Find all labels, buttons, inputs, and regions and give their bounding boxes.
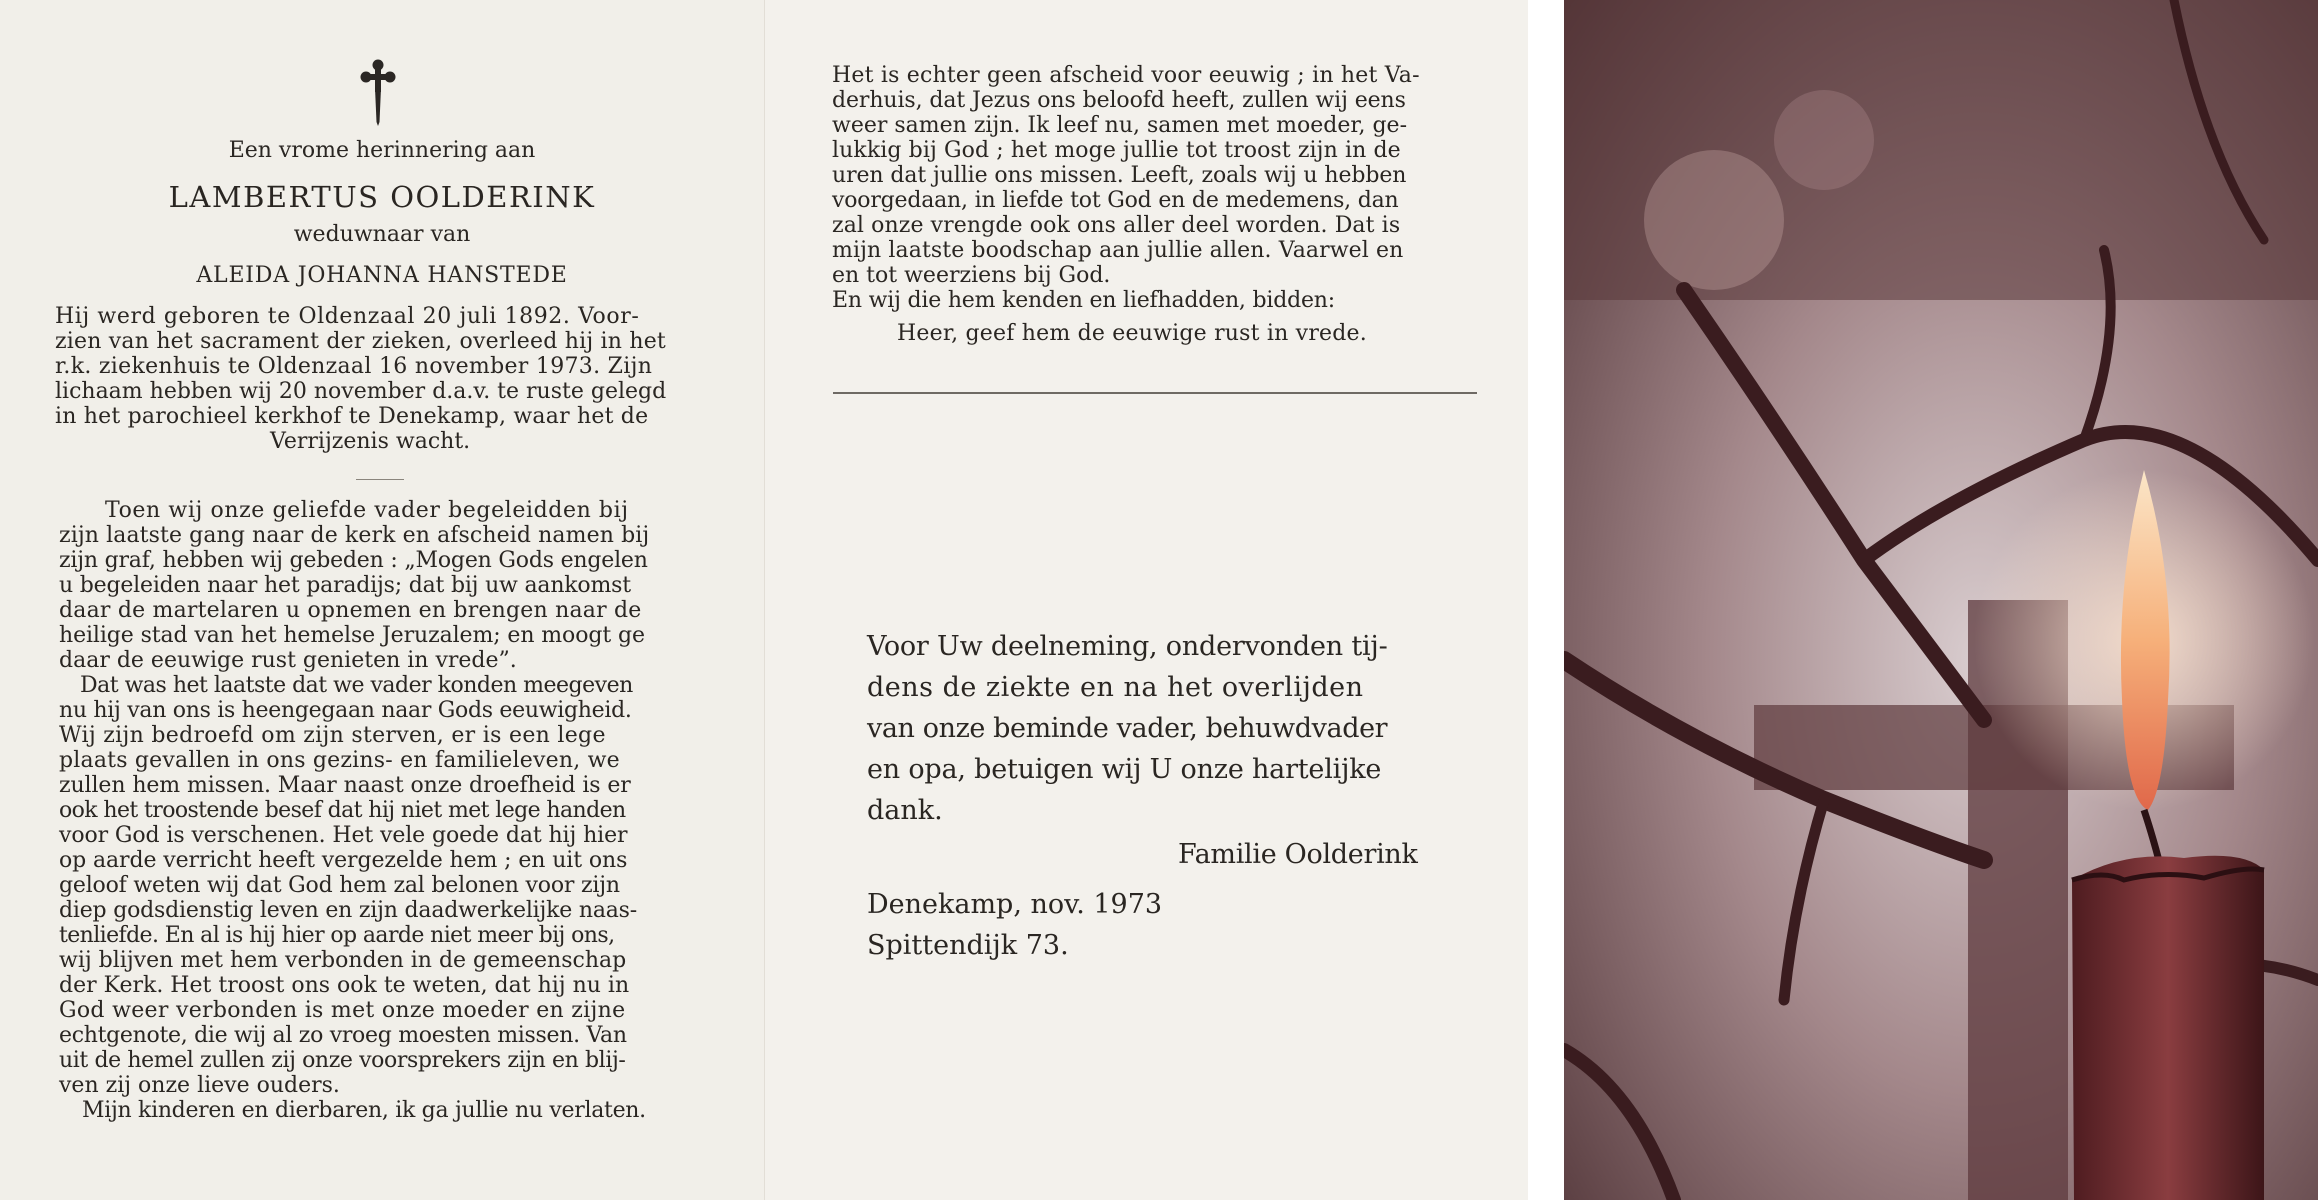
text-line: lukkig bij God ; het moge jullie tot troost zijn in de bbox=[832, 138, 1401, 163]
thanks-line: van onze beminde vader, behuwdvader bbox=[867, 713, 1388, 744]
spouse-name: ALEIDA JOHANNA HANSTEDE bbox=[196, 263, 568, 288]
divider bbox=[833, 392, 1477, 394]
bio-line: lichaam hebben wij 20 november d.a.v. te ruste gelegd bbox=[55, 379, 667, 404]
page-gap bbox=[1528, 0, 1564, 1200]
text-line: mijn laatste boodschap aan jullie allen. Vaarwel en bbox=[832, 238, 1404, 263]
text-line: Het is echter geen afscheid voor eeuwig ; in het Va- bbox=[832, 63, 1420, 88]
candle-photo-art bbox=[1564, 0, 2318, 1200]
text-line: ven zij onze lieve ouders. bbox=[59, 1073, 340, 1098]
text-line: uit de hemel zullen zij onze voorsprekers zijn en blij- bbox=[59, 1048, 626, 1073]
text-line: Mijn kinderen en dierbaren, ik ga jullie nu verlaten. bbox=[82, 1098, 646, 1123]
relation-text: weduwnaar van bbox=[293, 222, 471, 247]
bio-line: r.k. ziekenhuis te Oldenzaal 16 november 1973. Zijn bbox=[55, 354, 653, 379]
text-line: ook het troostende besef dat hij niet met lege handen bbox=[59, 798, 626, 823]
text-line: uren dat jullie ons missen. Leeft, zoals wij u hebben bbox=[832, 163, 1407, 188]
text-line: voor God is verschenen. Het vele goede dat hij hier bbox=[59, 823, 628, 848]
text-line: plaats gevallen in ons gezins- en familieleven, we bbox=[59, 748, 620, 773]
text-line: Wij zijn bedroefd om zijn sterven, er is een lege bbox=[59, 723, 606, 748]
text-line: geloof weten wij dat God hem zal belonen voor zijn bbox=[59, 873, 620, 898]
candle-photo bbox=[1564, 0, 2318, 1200]
text-line: zijn laatste gang naar de kerk en afscheid namen bij bbox=[59, 523, 650, 548]
text-line: daar de martelaren u opnemen en brengen naar de bbox=[59, 598, 642, 623]
text-line: op aarde verricht heeft vergezelde hem ; en uit ons bbox=[59, 848, 628, 873]
text-line: diep godsdienstig leven en zijn daadwerkelijke naas- bbox=[59, 898, 638, 923]
middle-panel bbox=[764, 0, 1528, 1200]
text-line: weer samen zijn. Ik leef nu, samen met moeder, ge- bbox=[832, 113, 1407, 138]
text-line: echtgenote, die wij al zo vroeg moesten missen. Van bbox=[59, 1023, 627, 1048]
deceased-name: LAMBERTUS OOLDERINK bbox=[168, 180, 596, 214]
text-line: zal onze vrengde ook ons aller deel worden. Dat is bbox=[832, 213, 1401, 238]
address: Spittendijk 73. bbox=[867, 930, 1069, 961]
text-line: Toen wij onze geliefde vader begeleidden bij bbox=[105, 498, 629, 523]
intro-text: Een vrome herinnering aan bbox=[228, 138, 536, 163]
bio-line: Hij werd geboren te Oldenzaal 20 juli 1892. Voor- bbox=[55, 304, 640, 329]
thanks-line: dank. bbox=[867, 795, 943, 826]
thanks-line: dens de ziekte en na het overlijden bbox=[867, 672, 1364, 703]
cross-icon bbox=[358, 58, 398, 128]
prayer-line: Heer, geef hem de eeuwige rust in vrede. bbox=[897, 321, 1367, 346]
text-line: wij blijven met hem verbonden in de gemeenschap bbox=[59, 948, 627, 973]
signature: Familie Oolderink bbox=[1178, 839, 1418, 870]
bio-line: in het parochieel kerkhof te Denekamp, waar het de bbox=[55, 404, 649, 429]
text-line: en tot weerziens bij God. bbox=[832, 263, 1111, 288]
text-line: daar de eeuwige rust genieten in vrede”. bbox=[59, 648, 517, 673]
text-line: nu hij van ons is heengegaan naar Gods eeuwigheid. bbox=[59, 698, 632, 723]
left-panel bbox=[0, 0, 764, 1200]
thanks-line: Voor Uw deelneming, ondervonden tij- bbox=[867, 631, 1388, 662]
text-line: God weer verbonden is met onze moeder en zijne bbox=[59, 998, 626, 1023]
text-line: zullen hem missen. Maar naast onze droefheid is er bbox=[59, 773, 631, 798]
text-line: der Kerk. Het troost ons ook te weten, dat hij nu in bbox=[59, 973, 630, 998]
place-date: Denekamp, nov. 1973 bbox=[867, 889, 1163, 920]
text-line: zijn graf, hebben wij gebeden : „Mogen Gods engelen bbox=[59, 548, 648, 573]
divider bbox=[356, 479, 404, 480]
text-line: Dat was het laatste dat we vader konden meegeven bbox=[80, 673, 633, 698]
text-line: heilige stad van het hemelse Jeruzalem; en moogt ge bbox=[59, 623, 645, 648]
thanks-line: en opa, betuigen wij U onze hartelijke bbox=[867, 754, 1382, 785]
bio-line: Verrijzenis wacht. bbox=[270, 429, 471, 454]
bio-line: zien van het sacrament der zieken, overleed hij in het bbox=[55, 329, 666, 354]
text-line: En wij die hem kenden en liefhadden, bidden: bbox=[832, 288, 1335, 313]
text-line: voorgedaan, in liefde tot God en de medemens, dan bbox=[832, 188, 1399, 213]
text-line: tenliefde. En al is hij hier op aarde niet meer bij ons, bbox=[59, 923, 615, 948]
text-line: u begeleiden naar het paradijs; dat bij uw aankomst bbox=[59, 573, 631, 598]
text-line: derhuis, dat Jezus ons beloofd heeft, zullen wij eens bbox=[832, 88, 1406, 113]
